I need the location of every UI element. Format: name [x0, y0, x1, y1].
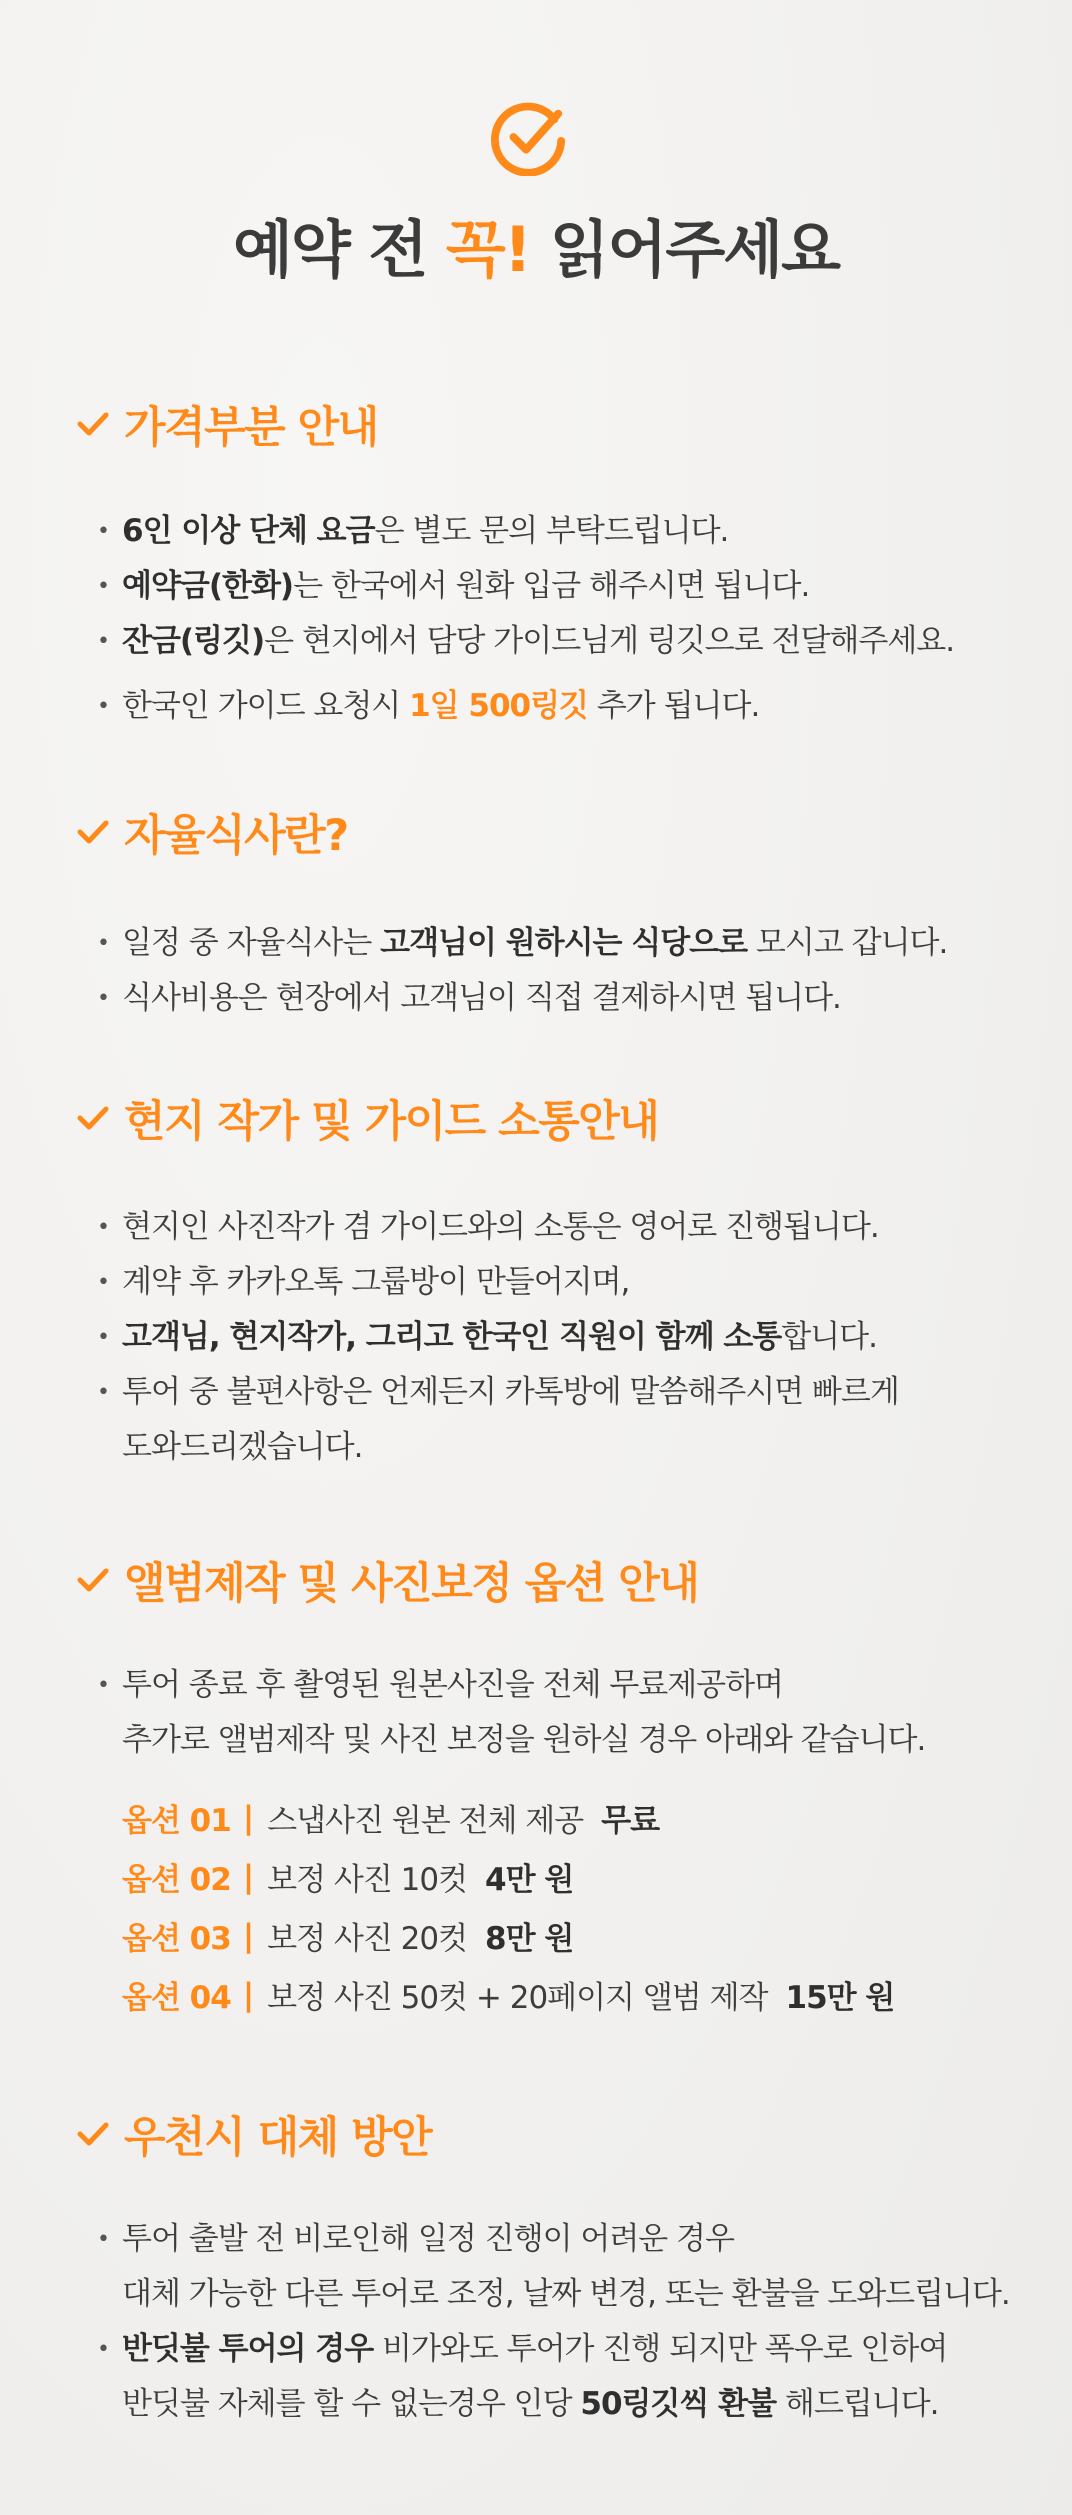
section-free-meal	[76, 804, 1016, 1026]
bullet-list	[76, 1658, 1016, 1768]
title-suffix: 읽어주세요	[529, 213, 840, 286]
option-label: 옵션 03	[122, 1921, 231, 1957]
option-desc: 보정 사진 20컷	[267, 1921, 468, 1957]
option-price: 무료	[601, 1803, 660, 1839]
option-label: 옵션 02	[122, 1862, 231, 1898]
section-header	[76, 804, 1016, 860]
checkmark-icon	[76, 817, 110, 847]
list-item: • 반딧불 투어의 경우 비가와도 투어가 진행 되지만 폭우로 인하여 반딧불 자체를 할 수 없는경우 인당 50링깃씩 환불 해드립니다.	[76, 2322, 1016, 2432]
list-item: • 예약금(한화)는 한국에서 원화 입금 해주시면 됩니다.	[76, 559, 1016, 614]
title-prefix: 예약 전	[232, 213, 446, 286]
section-title: 가격부분 안내	[124, 402, 378, 453]
option-desc: 보정 사진 50컷 + 20페이지 앨범 제작	[267, 1980, 768, 2016]
option-row: 옵션 03 | 보정 사진 20컷 8만 원	[122, 1906, 1016, 1965]
list-item: • 투어 종료 후 촬영된 원본사진을 전체 무료제공하며 추가로 앨범제작 및 사진 보정을 원하실 경우 아래와 같습니다.	[76, 1658, 1016, 1768]
list-item: • 투어 출발 전 비로인해 일정 진행이 어려운 경우 대체 가능한 다른 투어로 조정, 날짜 변경, 또는 환불을 도와드립니다.	[76, 2212, 1016, 2322]
checkmark-icon	[76, 1565, 110, 1595]
bullet-list	[76, 2212, 1016, 2432]
option-label: 옵션 04	[122, 1980, 231, 2016]
option-row: 옵션 04 | 보정 사진 50컷 + 20페이지 앨범 제작 15만 원	[122, 1965, 1016, 2024]
section-title: 현지 작가 및 가이드 소통안내	[124, 1096, 659, 1147]
checkmark-icon	[76, 1103, 110, 1133]
checkmark-icon	[76, 409, 110, 439]
checkmark-icon	[76, 2119, 110, 2149]
option-row: 옵션 01 | 스냅사진 원본 전체 제공 무료	[122, 1788, 1016, 1847]
list-item: • 현지인 사진작가 겸 가이드와의 소통은 영어로 진행됩니다.	[76, 1200, 1016, 1255]
list-item: • 투어 중 불편사항은 언제든지 카톡방에 말씀해주시면 빠르게 도와드리겠습니다.	[76, 1365, 1016, 1475]
bullet-list	[76, 1200, 1016, 1475]
list-item: • 잔금(링깃)은 현지에서 담당 가이드님게 링깃으로 전달해주세요.	[76, 614, 1016, 669]
option-price: 8만 원	[485, 1921, 574, 1957]
bullet-list	[76, 504, 1016, 734]
page-title	[0, 200, 1072, 289]
section-header	[76, 1090, 1016, 1146]
title-accent: 꼭!	[445, 213, 530, 286]
list-item: • 6인 이상 단체 요금은 별도 문의 부탁드립니다.	[76, 504, 1016, 559]
option-desc: 스냅사진 원본 전체 제공	[267, 1803, 584, 1839]
option-desc: 보정 사진 10컷	[267, 1862, 468, 1898]
check-circle-icon	[490, 98, 568, 176]
option-list	[122, 1788, 1016, 2024]
section-title: 우천시 대체 방안	[124, 2112, 432, 2163]
section-pricing	[76, 396, 1016, 734]
option-price: 4만 원	[485, 1862, 574, 1898]
section-title: 앨범제작 및 사진보정 옵션 안내	[124, 1558, 699, 1609]
section-header	[76, 1552, 1016, 1608]
section-rain-plan	[76, 2106, 1016, 2432]
section-header	[76, 396, 1016, 452]
section-album-options	[76, 1552, 1016, 2024]
bullet-list	[76, 916, 1016, 1026]
section-communication	[76, 1090, 1016, 1475]
list-item: • 한국인 가이드 요청시 1일 500링깃 추가 됩니다.	[76, 679, 1016, 734]
list-item: • 고객님, 현지작가, 그리고 한국인 직원이 함께 소통합니다.	[76, 1310, 1016, 1365]
section-header	[76, 2106, 1016, 2162]
option-row: 옵션 02 | 보정 사진 10컷 4만 원	[122, 1847, 1016, 1906]
list-item: • 일정 중 자율식사는 고객님이 원하시는 식당으로 모시고 갑니다.	[76, 916, 1016, 971]
option-label: 옵션 01	[122, 1803, 231, 1839]
option-price: 15만 원	[785, 1980, 895, 2016]
list-item: • 계약 후 카카오톡 그룹방이 만들어지며,	[76, 1255, 1016, 1310]
section-title: 자율식사란?	[124, 810, 348, 861]
list-item: • 식사비용은 현장에서 고객님이 직접 결제하시면 됩니다.	[76, 971, 1016, 1026]
